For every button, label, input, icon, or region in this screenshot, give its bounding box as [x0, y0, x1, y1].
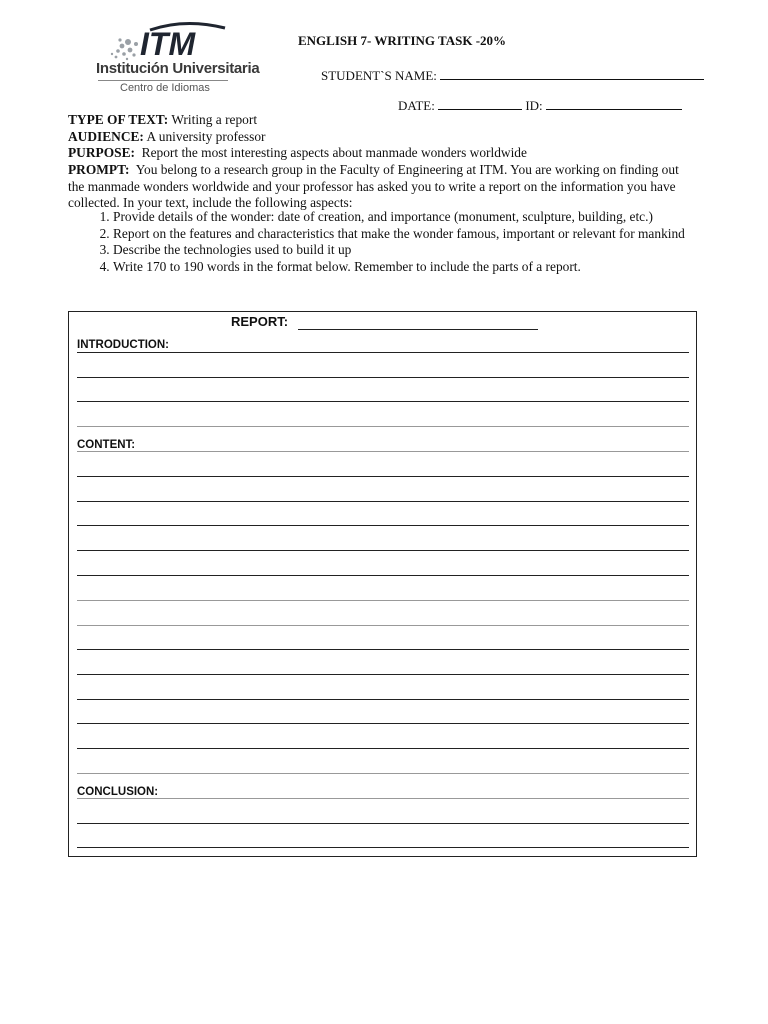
list-item: 2. Report on the features and characteristics that make the wonder famous, important or relevant for mankind	[113, 226, 733, 243]
writing-line[interactable]	[77, 847, 689, 848]
id-label: ID:	[525, 98, 543, 113]
writing-line[interactable]	[77, 823, 689, 824]
list-item: 4. Write 170 to 190 words in the format below. Remember to include the parts of a report.	[113, 259, 733, 276]
content-line[interactable]	[77, 451, 689, 452]
purpose-value: Report the most interesting aspects about manmade wonders worldwide	[141, 145, 527, 160]
date-label: DATE:	[398, 98, 435, 113]
list-item: 3. Describe the technologies used to build it up	[113, 242, 733, 259]
itm-logo-wordmark: ITM	[140, 26, 196, 62]
id-field[interactable]	[546, 97, 682, 110]
purpose-line	[68, 145, 527, 162]
date-field[interactable]	[438, 97, 522, 110]
aspects-list	[68, 209, 733, 275]
writing-line[interactable]	[77, 476, 689, 477]
type-value: Writing a report	[171, 112, 258, 127]
type-of-text-line	[68, 112, 257, 129]
writing-line[interactable]	[77, 625, 689, 626]
logo-divider	[98, 80, 228, 81]
writing-line[interactable]	[77, 401, 689, 402]
audience-value: A university professor	[146, 129, 266, 144]
report-box	[68, 311, 697, 857]
writing-line[interactable]	[77, 649, 689, 650]
writing-line[interactable]	[77, 748, 689, 749]
content-label: CONTENT:	[77, 439, 136, 451]
institution-name: Institución Universitaria	[96, 60, 260, 77]
writing-line[interactable]	[77, 773, 689, 774]
prompt-label: PROMPT:	[68, 162, 130, 177]
writing-line[interactable]	[77, 377, 689, 378]
date-id-row	[398, 97, 682, 114]
prompt-paragraph	[68, 162, 693, 212]
itm-logo	[90, 20, 260, 100]
writing-line[interactable]	[77, 550, 689, 551]
itm-logo-icon	[90, 20, 240, 62]
writing-line[interactable]	[77, 501, 689, 502]
report-title-label: REPORT:	[231, 314, 289, 329]
introduction-line[interactable]	[77, 352, 689, 353]
type-label: TYPE OF TEXT:	[68, 112, 169, 127]
list-item: 1. Provide details of the wonder: date of creation, and importance (monument, sculpture, building, etc.)	[113, 209, 733, 226]
student-name-field[interactable]	[440, 67, 704, 80]
audience-label: AUDIENCE:	[68, 129, 144, 144]
student-name-row	[321, 67, 704, 84]
conclusion-line[interactable]	[77, 798, 689, 799]
writing-line[interactable]	[77, 426, 689, 427]
writing-line[interactable]	[77, 699, 689, 700]
document-title: ENGLISH 7- WRITING TASK -20%	[298, 33, 507, 48]
writing-line[interactable]	[77, 525, 689, 526]
report-title-field[interactable]	[298, 329, 538, 330]
student-name-label: STUDENT`S NAME:	[321, 68, 437, 83]
audience-line	[68, 129, 266, 146]
introduction-label: INTRODUCTION:	[77, 339, 169, 351]
writing-line[interactable]	[77, 600, 689, 601]
writing-line[interactable]	[77, 575, 689, 576]
department-name: Centro de Idiomas	[120, 82, 210, 94]
purpose-label: PURPOSE:	[68, 145, 135, 160]
writing-line[interactable]	[77, 723, 689, 724]
conclusion-label: CONCLUSION:	[77, 786, 159, 798]
prompt-value: You belong to a research group in the Faculty of Engineering at ITM. You are working on finding out the manmade wonders worldwide and your professor has asked you to write a report on the information you have collected. In your text, include the following aspects:	[68, 162, 679, 210]
writing-line[interactable]	[77, 674, 689, 675]
